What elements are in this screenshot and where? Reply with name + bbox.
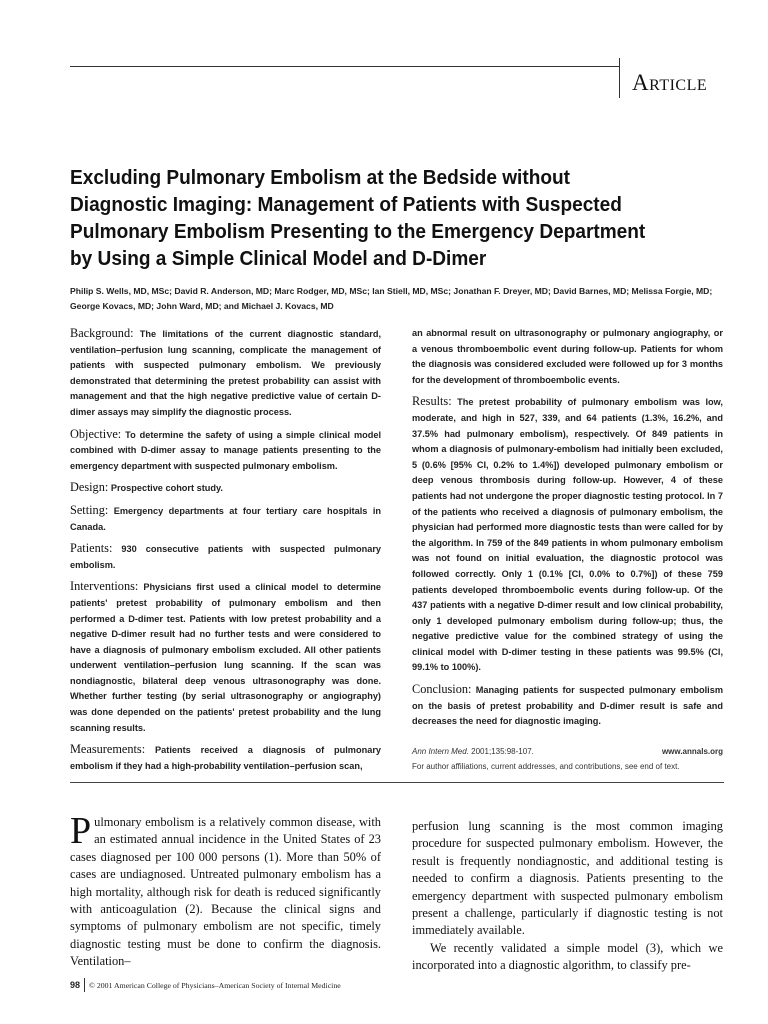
abstract-design (70, 480, 381, 497)
article-title: Excluding Pulmonary Embolism at the Bedside without Diagnostic Imaging: Management of Patients with Suspected Pulmonary Embolism Presenting to the Emergency Department by Using a Simple Clinical Model and D-Dimer (70, 166, 646, 270)
body-left-column (70, 810, 381, 971)
abstract-heading: Measurements: (70, 742, 146, 757)
abstract-text: The limitations of the current diagnostic standard, ventilation–perfusion lung scanning, complicate the management of patients with suspected pulmonary embolism. We previously demonstrated that determining the pretest probability can assist with management and that the high negative predictive value of certain D-dimer assays may simplify the diagnostic process. (70, 329, 381, 417)
abstract-objective (70, 427, 381, 475)
abstract-right-column (412, 326, 723, 736)
abstract-heading: Background: (70, 326, 134, 340)
abstract-text-split: an abnormal result on ultrasonography or pulmonary angiography, or a venous thromboembolic event during follow-up. Patients for whom the diagnosis was considered excluded were followed up for 3 months for the development of thromboembolic events. (412, 328, 723, 385)
abstract-heading: Objective: (70, 426, 122, 441)
body-text: ulmonary embolism is a relatively common disease, with an estimated annual incidence in the United States of 23 cases diagnosed per 100 000 persons (1). More than 50% of cases are undiagnosed. Untreated pulmonary embolism has a high mortality, although risk for death is reduced significantly with anticoagulation (2). Because the clinical signs and symptoms of pulmonary embolism are not specific, timely diagnostic testing must be done to confirm the diagnosis. Ventilation– (70, 815, 381, 969)
section-label: Article (632, 70, 708, 95)
author-affiliation-note: For author affiliations, current addresses, and contributions, see end of text. (412, 762, 680, 771)
drop-cap: P (70, 810, 92, 852)
copyright-notice: © 2001 American College of Physicians–American Society of Internal Medicine (89, 980, 341, 990)
journal-url-link[interactable]: www.annals.org (661, 747, 723, 756)
abstract-heading: Patients: (70, 541, 113, 556)
abstract-left-column (70, 326, 381, 780)
abstract-heading: Setting: (70, 502, 109, 517)
citation-ref (412, 744, 534, 759)
abstract-heading: Results: (412, 394, 452, 409)
author-list: Philip S. Wells, MD, MSc; David R. Anderson, MD; Marc Rodger, MD, MSc; Ian Stiell, MD, MSc; Jonathan F. Dreyer, MD; David Barnes, MD; Melissa Forgie, MD; George Kovacs, MD; John Ward, MD; and Michael J. Kovacs, MD (70, 286, 713, 311)
citation-volume: 2001;135:98-107. (468, 747, 534, 756)
body-paragraph: perfusion lung scanning is the most common imaging procedure for suspected pulmonary embolism. However, the result is frequently nondiagnostic, and additional testing is needed to confirm a diagnosis. Patients presenting to the emergency department with suspected pulmonary embolism present a challenge, particularly if diagnostic testing is not immediately available. (412, 819, 723, 938)
section-divider (70, 782, 724, 783)
body-paragraph: We recently validated a simple model (3), which we incorporated into a diagnostic algorithm, to classify pre- (412, 940, 723, 973)
abstract-heading: Conclusion: (412, 682, 472, 697)
citation-line (412, 744, 723, 759)
abstract-results (412, 394, 723, 676)
abstract-text: 930 consecutive patients with suspected pulmonary embolism. (70, 544, 382, 570)
citation-block (412, 744, 723, 774)
header-rule (70, 66, 620, 67)
abstract-background (70, 326, 381, 421)
abstract-measurements-cont (412, 326, 723, 388)
abstract-text: Prospective cohort study. (110, 483, 223, 494)
page-footer (70, 977, 341, 993)
abstract-text: Emergency departments at four tertiary care hospitals in Canada. (70, 505, 381, 532)
page-number: 98 (70, 978, 85, 992)
header-divider (619, 58, 620, 98)
abstract-text: To determine the safety of using a simple clinical model combined with D-dimer assay to manage patients presenting to the emergency department with suspected pulmonary embolism. (70, 429, 382, 471)
abstract-text: The pretest probability of pulmonary embolism was low, moderate, and high in 527, 339, and 64 patients (1.3%, 16.2%, and 37.5% had pulmonary embolism), respectively. Of 849 patients in whom a diagnosis of pulmonary-embolism had initially been excluded, 5 (0.6% [95% CI, 0.2% to 1.4%]) developed pulmonary embolism or deep venous thrombosis during follow-up. However, 4 of these patients had not undergone the proper diagnostic testing protocol. In 7 of the patients who received a diagnosis of pulmonary embolism, the physician had performed more diagnostic tests than were called for by the algorithm. In 759 of the 849 patients in whom pulmonary embolism was not found on initial evaluation, the diagnostic protocol was followed correctly. Only 1 (0.1% [CI, 0.0% to 0.7%]) of these 759 patients developed thromboembolic events during follow-up. Of the 437 patients with a negative D-dimer result and low clinical probability, only 1 developed pulmonary embolism during follow-up; thus, the negative predictive value for the combined strategy of using the clinical model with D-dimer testing in these patients was 99.5% (CI, 99.1% to 100%). (412, 397, 723, 673)
abstract-patients (70, 541, 381, 573)
abstract-setting (70, 503, 381, 535)
abstract-text: Physicians first used a clinical model to determine patients' pretest probability of pulmonary embolism and then performed a D-dimer test. Patients with low pretest probability and a negative D-dimer result had no further tests and were considered to have a diagnosis of pulmonary embolism excluded. All other patients underwent ventilation–perfusion lung scanning. If the scan was nondiagnostic, bilateral deep venous ultrasonography was done. Whether further testing (by serial ultrasonography or angiography) was done depended on the patients' pretest probability and the lung scanning results. (70, 582, 381, 733)
abstract-conclusion (412, 682, 723, 730)
body-right-column (412, 818, 723, 975)
abstract-heading: Design: (70, 480, 109, 495)
body-paragraph (70, 810, 381, 971)
journal-name: Ann Intern Med. (412, 747, 469, 756)
abstract-interventions (70, 579, 381, 736)
abstract-text-split: Patients received a diagnosis of pulmonary embolism if they had a high-probability ventilation–perfusion scan, (70, 745, 381, 771)
abstract-heading: Interventions: (70, 579, 139, 594)
abstract-measurements-start (70, 742, 381, 774)
abstract-text: Managing patients for suspected pulmonary embolism on the basis of pretest probability and D-dimer result is safe and decreases the need for diagnostic imaging. (412, 685, 723, 727)
